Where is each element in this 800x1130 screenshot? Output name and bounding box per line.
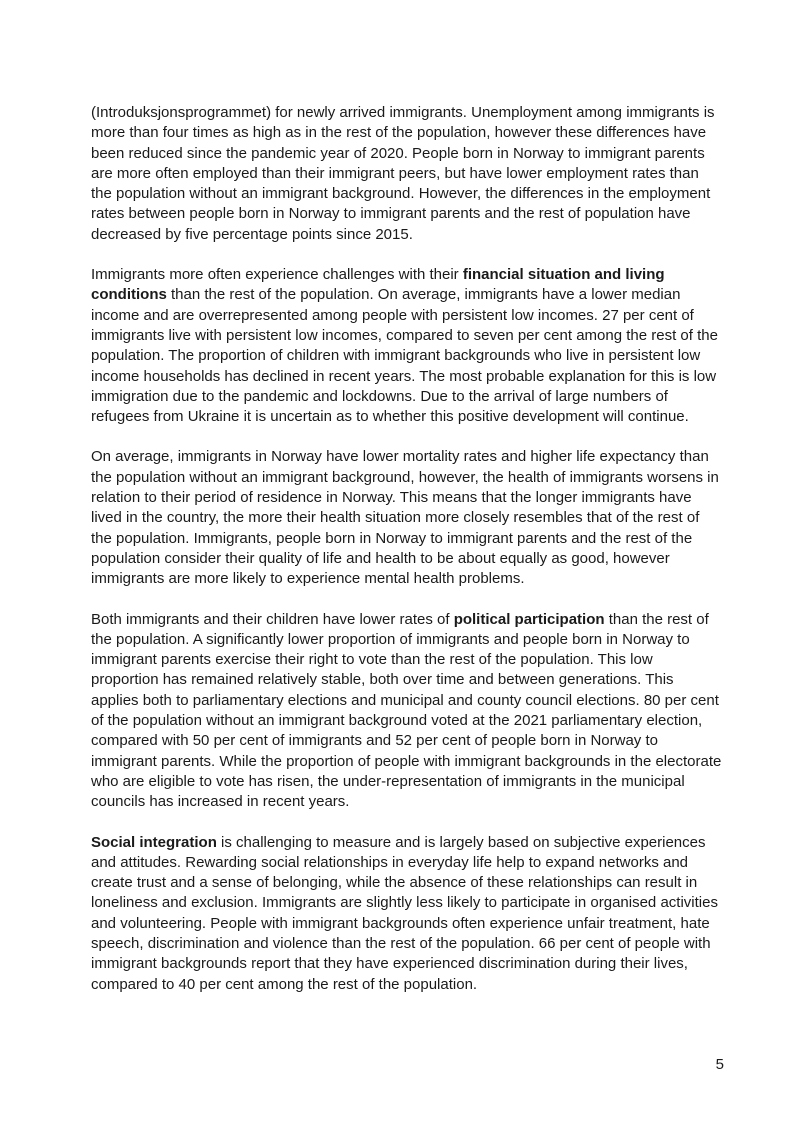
paragraph-employment <box>91 103 723 245</box>
paragraph-text: Both immigrants and their children have lower rates of <box>91 610 454 628</box>
page-number: 5 <box>715 1056 724 1073</box>
body-text <box>91 103 723 1015</box>
paragraph-text: Immigrants more often experience challenges with their <box>91 266 463 284</box>
paragraph-text: On average, immigrants in Norway have lower mortality rates and higher life expectancy than the population without an immigrant background, however, the health of immigrants worsens in relation to their period of residence in Norway. This means that the longer immigrants have lived in the country, the more their health situation more closely resembles that of the rest of the population. Immigrants, people born in Norway to immigrant parents and the rest of the population consider their quality of life and health to be about equally as good, however immigrants are more likely to experience mental health problems. <box>91 448 719 588</box>
paragraph-text: is challenging to measure and is largely based on subjective experiences and attitudes. Rewarding social relationships in everyday life help to expand networks and create trust and a sense of belonging, while the absence of these relationships can result in loneliness and exclusion. Immigrants are slightly less likely to participate in organised activities and volunteering. People with immigrant backgrounds often experience unfair treatment, hate speech, discrimination and violence than the rest of the population. 66 per cent of people with immigrant backgrounds report that they have experienced discrimination during their lives, compared to 40 per cent among the rest of the population. <box>91 833 718 993</box>
bold-keyword: political participation <box>453 610 605 628</box>
paragraph-financial-situation <box>91 265 723 427</box>
paragraph-social-integration <box>91 833 723 995</box>
bold-keyword: financial situation and living conditions <box>91 266 665 304</box>
paragraph-political-participation <box>91 610 723 813</box>
bold-keyword: Social integration <box>91 833 217 851</box>
paragraph-text: than the rest of the population. On average, immigrants have a lower median income and are overrepresented among people with persistent low incomes. 27 per cent of immigrants live with persistent low incomes, compared to seven per cent among the rest of the population. The proportion of children with immigrant backgrounds who live in persistent low income households has declined in recent years. The most probable explanation for this is low immigration due to the pandemic and lockdowns. Due to the arrival of large numbers of refugees from Ukraine it is uncertain as to whether this positive development will continue. <box>91 286 718 426</box>
paragraph-health <box>91 447 723 589</box>
paragraph-text: than the rest of the population. A significantly lower proportion of immigrants and people born in Norway to immigrant parents exercise their right to vote than the rest of the population. This low proportion has remained relatively stable, both over time and between generations. This applies both to parliamentary elections and municipal and county council elections. 80 per cent of the population without an immigrant background voted at the 2021 parliamentary election, compared with 50 per cent of immigrants and 52 per cent of people born in Norway to immigrant parents. While the proportion of people with immigrant backgrounds in the electorate who are eligible to vote has risen, the under-representation of immigrants in the municipal councils has increased in recent years. <box>91 610 722 811</box>
paragraph-text: (Introduksjonsprogrammet) for newly arrived immigrants. Unemployment among immigrants is more than four times as high as in the rest of the population, however these differences have been reduced since the pandemic year of 2020. People born in Norway to immigrant parents are more often employed than their immigrant peers, but have lower employment rates than the population without an immigrant background. However, the differences in the employment rates between people born in Norway to immigrant parents and the rest of population have decreased by five percentage points since 2015. <box>91 104 715 243</box>
